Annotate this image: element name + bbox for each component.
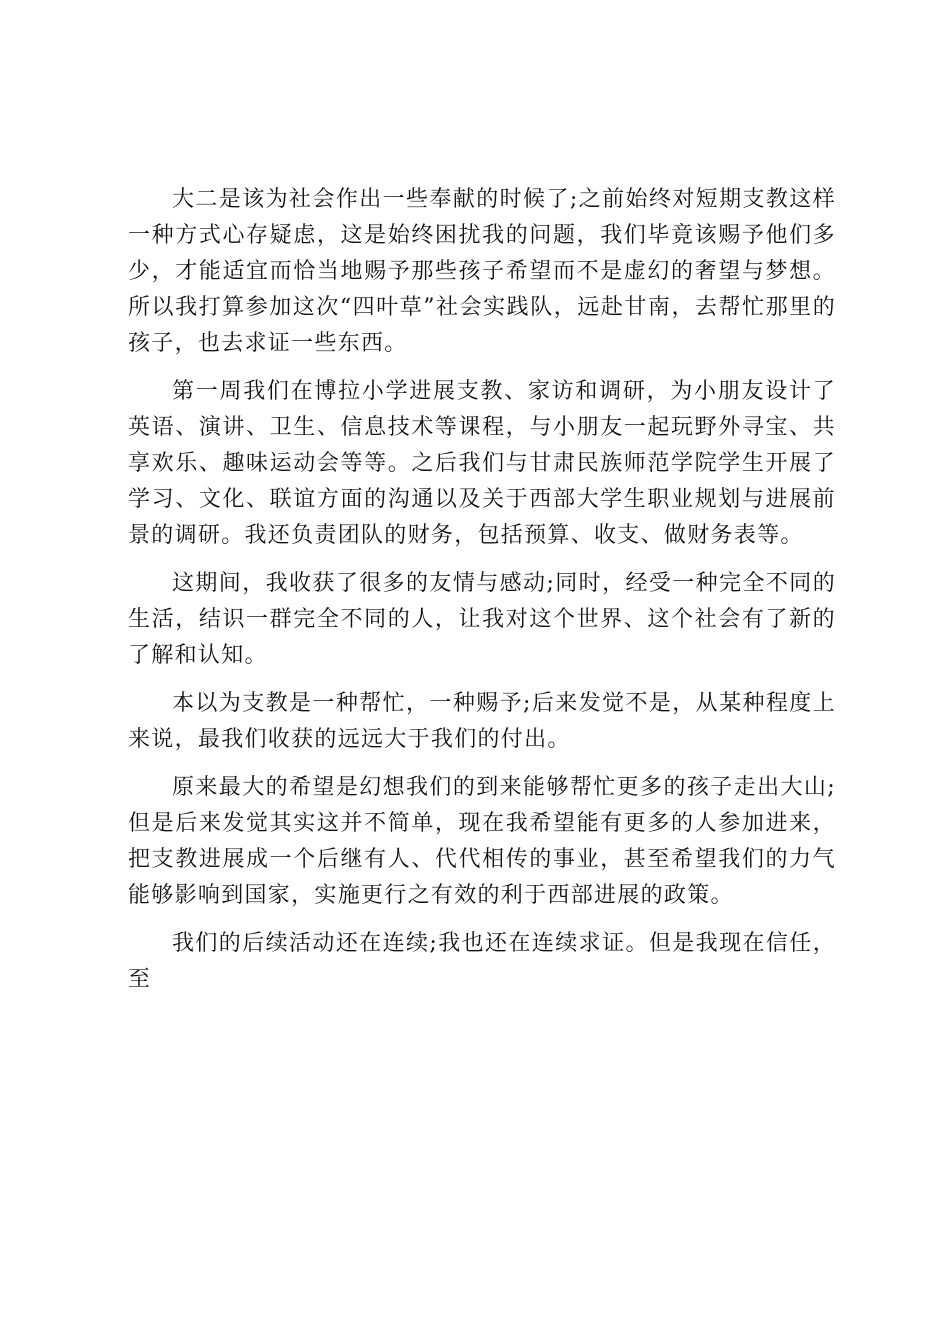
paragraph-1: 大二是该为社会作出一些奉献的时候了;之前始终对短期支教这样一种方式心存疑虑，这是始终困扰我的问题，我们毕竟该赐予他们多少，才能适宜而恰当地赐予那些孩子希望而不是虚幻的奢望与梦想。所以我打算参加这次“四叶草”社会实践队，远赴甘南，去帮忙那里的孩子，也去求证一些东西。 xyxy=(128,187,836,356)
paragraph-5: 原来最大的希望是幻想我们的到来能够帮忙更多的孩子走出大山;但是后来发觉其实这并不简单，现在我希望能有更多的人参加进来，把支教进展成一个后继有人、代代相传的事业，甚至希望我们的力气能够影响到国家，实施更行之有效的利于西部进展的政策。 xyxy=(128,775,836,908)
paragraph-2: 第一周我们在博拉小学进展支教、家访和调研，为小朋友设计了英语、演讲、卫生、信息技术等课程，与小朋友一起玩野外寻宝、共享欢乐、趣味运动会等等。之后我们与甘肃民族师范学院学生开展了学习、文化、联谊方面的沟通以及关于西部大学生职业规划与进展前景的调研。我还负责团队的财务，包括预算、收支、做财务表等。 xyxy=(128,379,836,548)
paragraph-3: 这期间，我收获了很多的友情与感动;同时，经受一种完全不同的生活，结识一群完全不同的人，让我对这个世界、这个社会有了新的了解和认知。 xyxy=(128,571,836,668)
paragraph-4: 本以为支教是一种帮忙，一种赐予;后来发觉不是，从某种程度上来说，最我们收获的远远大于我们的付出。 xyxy=(128,691,836,752)
document-body xyxy=(128,182,836,998)
paragraph-6: 我们的后续活动还在连续;我也还在连续求证。但是我现在信任，至 xyxy=(128,931,836,992)
